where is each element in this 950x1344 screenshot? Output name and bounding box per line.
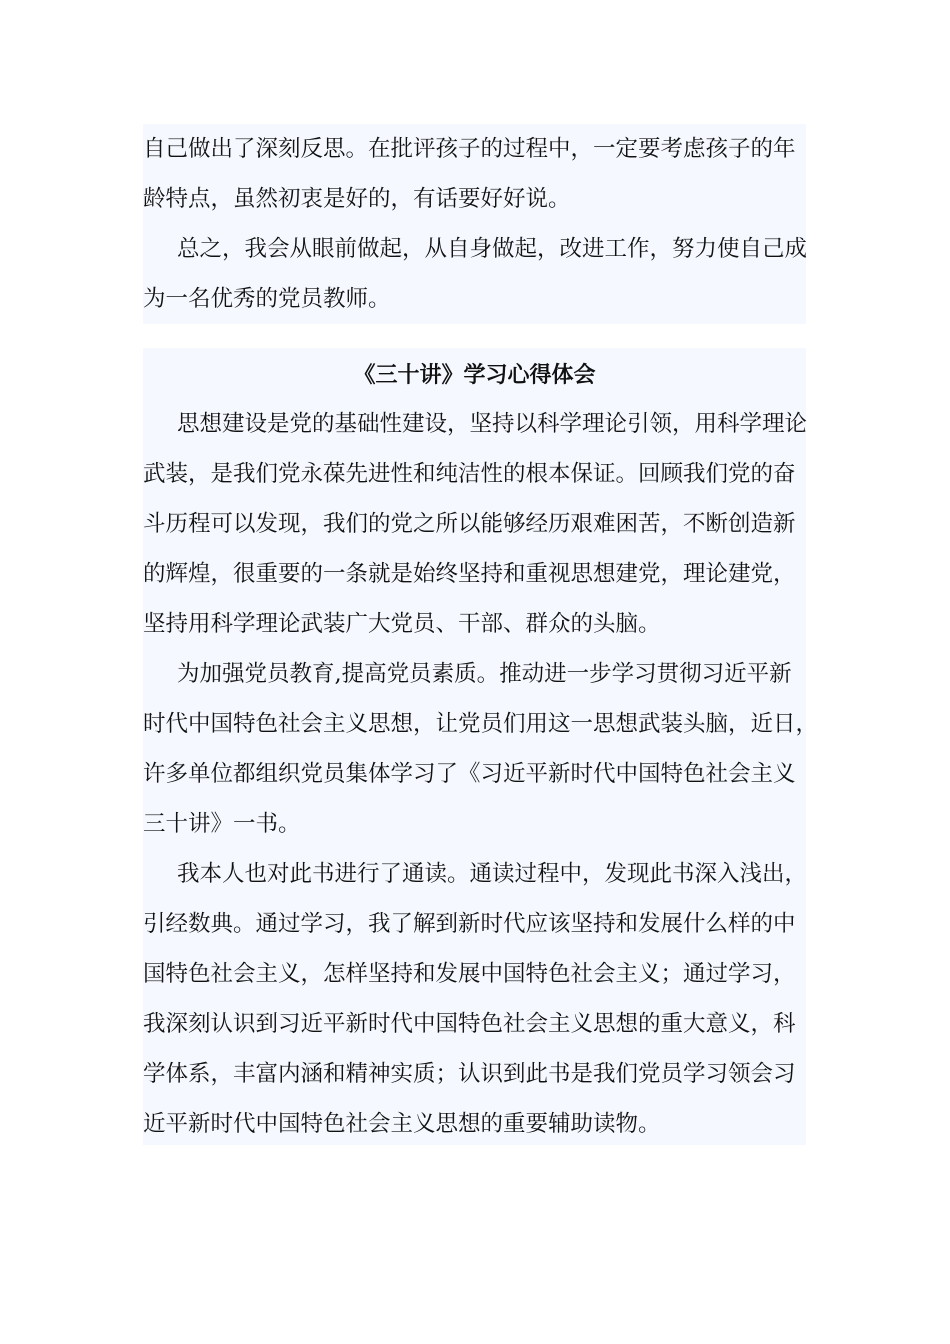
paragraph-line: 学体系，丰富内涵和精神实质；认识到此书是我们党员学习领会习	[143, 1061, 796, 1087]
paragraph-line: 引经数典。通过学习，我了解到新时代应该坚持和发展什么样的中	[143, 911, 796, 937]
paragraph-line: 我深刻认识到习近平新时代中国特色社会主义思想的重大意义，科	[143, 1011, 796, 1037]
paragraph-line: 的辉煌，很重要的一条就是始终坚持和重视思想建党，理论建党，	[143, 561, 796, 587]
paragraph-line: 斗历程可以发现，我们的党之所以能够经历艰难困苦，不断创造新	[143, 511, 796, 537]
paragraph-line: 武装，是我们党永葆先进性和纯洁性的根本保证。回顾我们党的奋	[143, 461, 796, 487]
paragraph-line: 总之，我会从眼前做起，从自身做起，改进工作，努力使自己成	[177, 236, 808, 262]
text-block-essay	[143, 348, 819, 1145]
paragraph-line: 为一名优秀的党员教师。	[143, 286, 391, 312]
paragraph-line: 三十讲》一书。	[143, 811, 301, 837]
text-block-reflection	[143, 124, 806, 324]
paragraph-line: 坚持用科学理论武装广大党员、干部、群众的头脑。	[143, 611, 661, 637]
paragraph-line: 为加强党员教育,提高党员素质。推动进一步学习贯彻习近平新	[177, 661, 792, 687]
paragraph-line: 许多单位都组织党员集体学习了《习近平新时代中国特色社会主义	[143, 761, 796, 787]
essay-title: 《三十讲》学习心得体会	[353, 362, 596, 388]
paragraph-line: 我本人也对此书进行了通读。通读过程中，发现此书深入浅出，	[177, 861, 808, 887]
paragraph-line: 思想建设是党的基础性建设，坚持以科学理论引领，用科学理论	[177, 411, 808, 437]
paragraph-line: 国特色社会主义，怎样坚持和发展中国特色社会主义；通过学习，	[143, 961, 796, 987]
paragraph-line: 龄特点，虽然初衷是好的，有话要好好说。	[143, 186, 571, 212]
paragraph-line: 时代中国特色社会主义思想，让党员们用这一思想武装头脑，近日，	[143, 711, 819, 737]
paragraph-line: 自己做出了深刻反思。在批评孩子的过程中，一定要考虑孩子的年	[143, 136, 796, 162]
paragraph-line: 近平新时代中国特色社会主义思想的重要辅助读物。	[143, 1111, 661, 1137]
